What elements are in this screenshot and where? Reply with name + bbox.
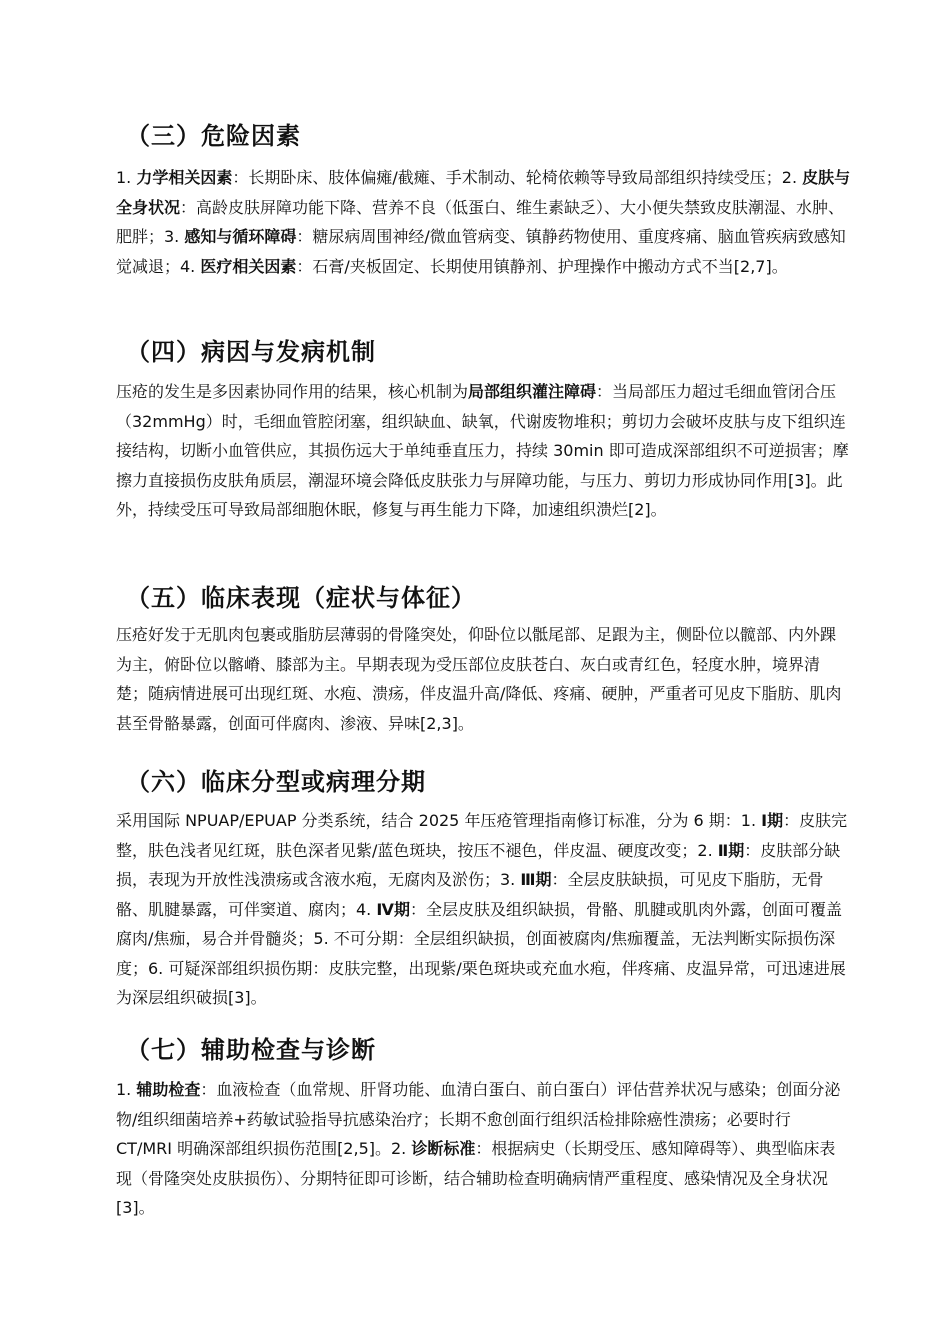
bold-term: 感知与循环障碍: [184, 227, 297, 246]
section-heading-diagnosis: （七）辅助检查与诊断: [126, 1036, 376, 1064]
text-run: ：当局部压力超过毛细血管闭合压（32mmHg）时，毛细血管腔闭塞，组织缺血、缺氧，代谢废物堆积；剪切力会破坏皮肤与皮下组织连接结构，切断小血管供应，其损伤远大于单纯垂直压力，持续 30min 即可造成深部组织不可逆损害；摩擦力直接损伤皮肤角质层，潮湿环境会降低皮肤张力与屏障功能，与压力、剪切力形成协同作用[3]。此外，持续受压可导致局部细胞休眠，修复与再生能力下降，加速组织溃烂[2]。: [116, 382, 849, 519]
section-body-risk-factors: [116, 163, 851, 281]
text-run: ：皮肤部分缺损，表现为开放性浅溃疡或含液水疱，无腐肉及淤伤；3.: [116, 840, 841, 889]
bold-term: 诊断标准: [411, 1139, 476, 1158]
text-run: ：高龄皮肤屏障功能下降、营养不良（低蛋白、维生素缺乏）、大小便失禁致皮肤潮湿、水肿、肥胖；3.: [116, 197, 845, 246]
bold-term: 辅助检查: [136, 1080, 201, 1099]
text-run: 1.: [116, 168, 137, 187]
section-body-staging: [116, 806, 851, 1013]
text-run: ：长期卧床、肢体偏瘫/截瘫、手术制动、轮椅依赖等导致局部组织持续受压；2.: [232, 168, 803, 187]
text-run: ：糖尿病周围神经/微血管病变、镇静药物使用、重度疼痛、脑血管疾病致感知觉减退；4.: [116, 227, 846, 276]
bold-term: Ⅱ期: [717, 840, 745, 860]
text-run: 1.: [116, 1080, 137, 1099]
text-run: ：根据病史（长期受压、感知障碍等）、典型临床表现（骨隆突处皮肤损伤）、分期特征即可诊断，结合辅助检查明确病情严重程度、感染情况及全身状况[3]。: [116, 1139, 836, 1217]
bold-term: 皮肤与全身状况: [116, 168, 851, 217]
section-body-diagnosis: [116, 1075, 851, 1223]
bold-term: 局部组织灌注障碍: [468, 382, 597, 401]
bold-term: Ⅲ期: [520, 870, 552, 889]
text-run: 压疮的发生是多因素协同作用的结果，核心机制为: [116, 382, 469, 401]
bold-term: Ⅳ期: [376, 899, 410, 919]
text-run: 压疮好发于无肌肉包裹或脂肪层薄弱的骨隆突处，仰卧位以骶尾部、足跟为主，侧卧位以髋部、内外踝为主，俯卧位以髂嵴、膝部为主。早期表现为受压部位皮肤苍白、灰白或青红色，轻度水肿，境界清楚；随病情进展可出现红斑、水疱、溃疡，伴皮温升高/降低、疼痛、硬肿，严重者可见皮下脂肪、肌肉甚至骨骼暴露，创面可伴腐肉、渗液、异味[2,3]。: [116, 625, 842, 733]
section-heading-risk-factors: （三）危险因素: [126, 122, 301, 150]
bold-term: 医疗相关因素: [200, 256, 297, 276]
section-heading-clinical-manifestations: （五）临床表现（症状与体征）: [126, 584, 476, 612]
text-run: 采用国际 NPUAP/EPUAP 分类系统，结合 2025 年压疮管理指南修订标准，分为 6 期：1.: [116, 811, 762, 830]
text-run: ：全层皮肤及组织缺损，骨骼、肌腱或肌肉外露，创面可覆盖腐肉/焦痂，易合并骨髓炎；5. 不可分期：全层组织缺损，创面被腐肉/焦痂覆盖，无法判断实际损伤深度；6. 可疑深部组织损伤期：皮肤完整，出现紫/栗色斑块或充血水疱，伴疼痛、皮温异常，可迅速进展为深层组织破损[3]。: [116, 899, 846, 1007]
bold-term: Ⅰ期: [761, 811, 784, 830]
text-run: ：全层皮肤缺损，可见皮下脂肪，无骨骼、肌腱暴露，可伴窦道、腐肉；4.: [116, 870, 824, 919]
text-run: ：皮肤完整，肤色浅者见红斑，肤色深者见紫/蓝色斑块，按压不褪色，伴皮温、硬度改变；2.: [116, 811, 848, 860]
section-heading-staging: （六）临床分型或病理分期: [126, 768, 426, 796]
section-heading-etiology: （四）病因与发病机制: [126, 338, 376, 366]
bold-term: 力学相关因素: [136, 168, 233, 187]
section-body-etiology: [116, 377, 851, 525]
text-run: ：石膏/夹板固定、长期使用镇静剂、护理操作中搬动方式不当[2,7]。: [296, 256, 788, 276]
section-body-clinical-manifestations: [116, 620, 851, 738]
text-run: ：血液检查（血常规、肝肾功能、血清白蛋白、前白蛋白）评估营养状况与感染；创面分泌物/组织细菌培养+药敏试验指导抗感染治疗；长期不愈创面行组织活检排除癌性溃疡；必要时行 CT/MRI 明确深部组织损伤范围[2,5]。2.: [116, 1080, 841, 1158]
